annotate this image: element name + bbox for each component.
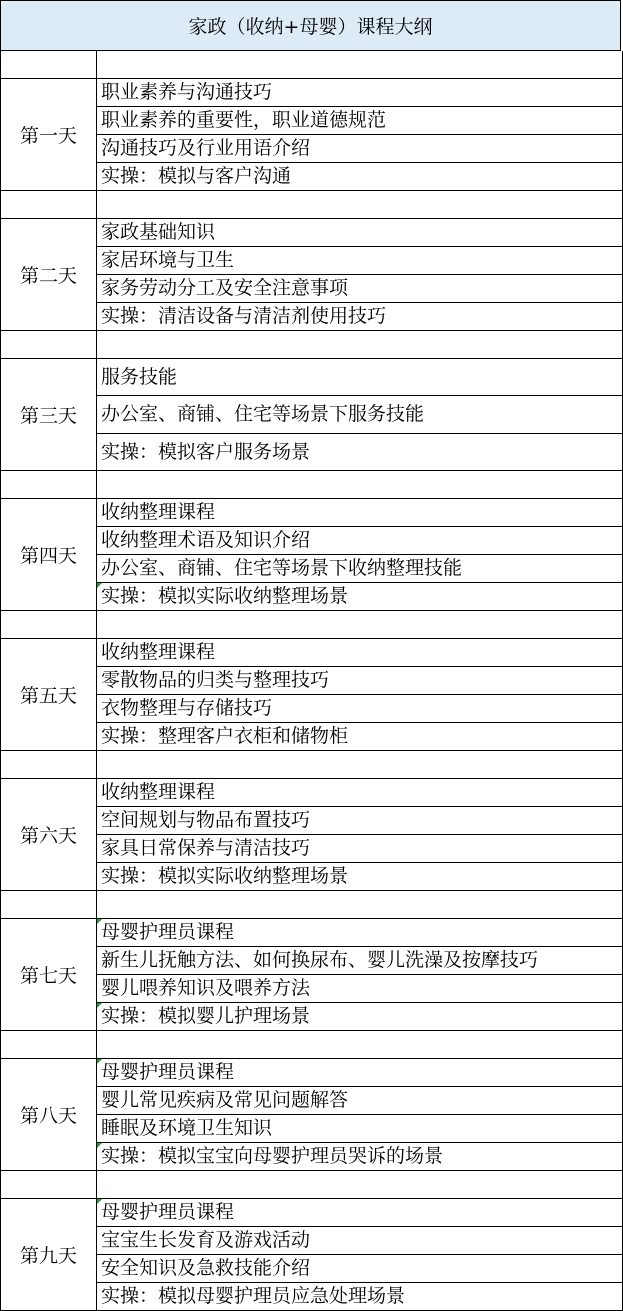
course-item-cell[interactable]: 收纳整理术语及知识介绍	[96, 527, 623, 555]
spacer-cell-left[interactable]	[0, 611, 97, 639]
day-block	[0, 359, 623, 471]
spacer-cell-right[interactable]	[96, 471, 623, 499]
spacer-cell-right[interactable]	[96, 191, 623, 219]
spacer-row	[0, 751, 623, 779]
spacer-row	[0, 331, 623, 359]
course-item-cell[interactable]: 实操：模拟实际收纳整理场景	[96, 583, 623, 611]
spacer-cell-right[interactable]	[96, 751, 623, 779]
course-item-cell[interactable]: 家居环境与卫生	[96, 247, 623, 275]
cell-comment-marker	[97, 1003, 102, 1008]
spacer-cell-right[interactable]	[96, 331, 623, 359]
course-item-cell[interactable]: 实操：模拟实际收纳整理场景	[96, 863, 623, 891]
course-item-cell[interactable]: 办公室、商铺、住宅等场景下收纳整理技能	[96, 555, 623, 583]
spacer-cell-left[interactable]	[0, 891, 97, 919]
course-item-cell[interactable]: 实操：模拟客户服务场景	[96, 434, 623, 471]
day-label-cell[interactable]: 第八天	[0, 1059, 97, 1171]
day-block	[0, 639, 623, 751]
spacer-cell-left[interactable]	[0, 751, 97, 779]
day-label-cell[interactable]: 第三天	[0, 359, 97, 471]
course-item-cell[interactable]: 婴儿喂养知识及喂养方法	[96, 975, 623, 1003]
day-items	[96, 79, 623, 191]
day-label-cell[interactable]: 第一天	[0, 79, 97, 191]
day-block	[0, 79, 623, 191]
spacer-cell-left[interactable]	[0, 471, 97, 499]
day-items	[96, 779, 623, 891]
day-items	[96, 1059, 623, 1171]
spacer-row	[0, 1031, 623, 1059]
spacer-row	[0, 51, 623, 79]
day-block	[0, 919, 623, 1031]
spacer-cell-right[interactable]	[96, 891, 623, 919]
course-item-cell[interactable]: 家政基础知识	[96, 219, 623, 247]
day-items	[96, 359, 623, 471]
day-block	[0, 779, 623, 891]
course-item-cell[interactable]: 沟通技巧及行业用语介绍	[96, 135, 623, 163]
course-item-cell[interactable]: 零散物品的归类与整理技巧	[96, 667, 623, 695]
day-items	[96, 639, 623, 751]
day-label-cell[interactable]: 第七天	[0, 919, 97, 1031]
course-item-cell[interactable]: 实操：模拟母婴护理员应急处理场景	[96, 1283, 623, 1311]
course-item-cell[interactable]: 睡眠及环境卫生知识	[96, 1115, 623, 1143]
course-item-cell[interactable]: 收纳整理课程	[96, 499, 623, 527]
cell-comment-marker	[97, 1199, 102, 1204]
course-item-cell[interactable]: 实操：模拟宝宝向母婴护理员哭诉的场景	[96, 1143, 623, 1171]
day-block	[0, 1059, 623, 1171]
course-item-cell[interactable]: 实操：模拟婴儿护理场景	[96, 1003, 623, 1031]
spacer-cell-right[interactable]	[96, 1031, 623, 1059]
day-block	[0, 1199, 623, 1311]
day-label-cell[interactable]: 第二天	[0, 219, 97, 331]
course-item-cell[interactable]: 办公室、商铺、住宅等场景下服务技能	[96, 396, 623, 433]
spacer-row	[0, 891, 623, 919]
course-item-cell[interactable]: 空间规划与物品布置技巧	[96, 807, 623, 835]
course-item-cell[interactable]: 收纳整理课程	[96, 639, 623, 667]
course-item-cell[interactable]: 家务劳动分工及安全注意事项	[96, 275, 623, 303]
course-item-cell[interactable]: 婴儿常见疾病及常见问题解答	[96, 1087, 623, 1115]
spacer-row	[0, 1171, 623, 1199]
cell-comment-marker	[97, 919, 102, 924]
course-item-cell[interactable]: 实操：清洁设备与清洁剂使用技巧	[96, 303, 623, 331]
day-label-cell[interactable]: 第四天	[0, 499, 97, 611]
spacer-cell-right[interactable]	[96, 1171, 623, 1199]
course-item-cell[interactable]: 收纳整理课程	[96, 779, 623, 807]
spacer-cell-right[interactable]	[96, 51, 623, 79]
course-item-cell[interactable]: 实操：模拟与客户沟通	[96, 163, 623, 191]
course-item-cell[interactable]: 安全知识及急救技能介绍	[96, 1255, 623, 1283]
course-item-cell[interactable]: 职业素养与沟通技巧	[96, 79, 623, 107]
day-items	[96, 1199, 623, 1311]
day-items	[96, 919, 623, 1031]
day-label-cell[interactable]: 第五天	[0, 639, 97, 751]
spacer-cell-left[interactable]	[0, 1031, 97, 1059]
spacer-row	[0, 471, 623, 499]
spacer-cell-left[interactable]	[0, 331, 97, 359]
course-item-cell[interactable]: 母婴护理员课程	[96, 1199, 623, 1227]
cell-comment-marker	[97, 583, 102, 588]
day-items	[96, 499, 623, 611]
course-item-cell[interactable]: 母婴护理员课程	[96, 1059, 623, 1087]
course-item-cell[interactable]: 服务技能	[96, 359, 623, 396]
spacer-row	[0, 191, 623, 219]
spacer-cell-left[interactable]	[0, 1171, 97, 1199]
day-block	[0, 219, 623, 331]
course-item-cell[interactable]: 实操：整理客户衣柜和储物柜	[96, 723, 623, 751]
day-label-cell[interactable]: 第六天	[0, 779, 97, 891]
course-item-cell[interactable]: 家具日常保养与清洁技巧	[96, 835, 623, 863]
cell-comment-marker	[97, 1143, 102, 1148]
cell-comment-marker	[97, 1059, 102, 1064]
day-label-cell[interactable]: 第九天	[0, 1199, 97, 1311]
sheet-title[interactable]: 家政（收纳+母婴）课程大纲	[0, 0, 621, 51]
day-items	[96, 219, 623, 331]
spacer-cell-right[interactable]	[96, 611, 623, 639]
spacer-row	[0, 611, 623, 639]
course-item-cell[interactable]: 衣物整理与存储技巧	[96, 695, 623, 723]
course-item-cell[interactable]: 母婴护理员课程	[96, 919, 623, 947]
course-item-cell[interactable]: 新生儿抚触方法、如何换尿布、婴儿洗澡及按摩技巧	[96, 947, 623, 975]
day-block	[0, 499, 623, 611]
course-item-cell[interactable]: 职业素养的重要性，职业道德规范	[96, 107, 623, 135]
spacer-cell-left[interactable]	[0, 51, 97, 79]
course-item-cell[interactable]: 宝宝生长发育及游戏活动	[96, 1227, 623, 1255]
spacer-cell-left[interactable]	[0, 191, 97, 219]
